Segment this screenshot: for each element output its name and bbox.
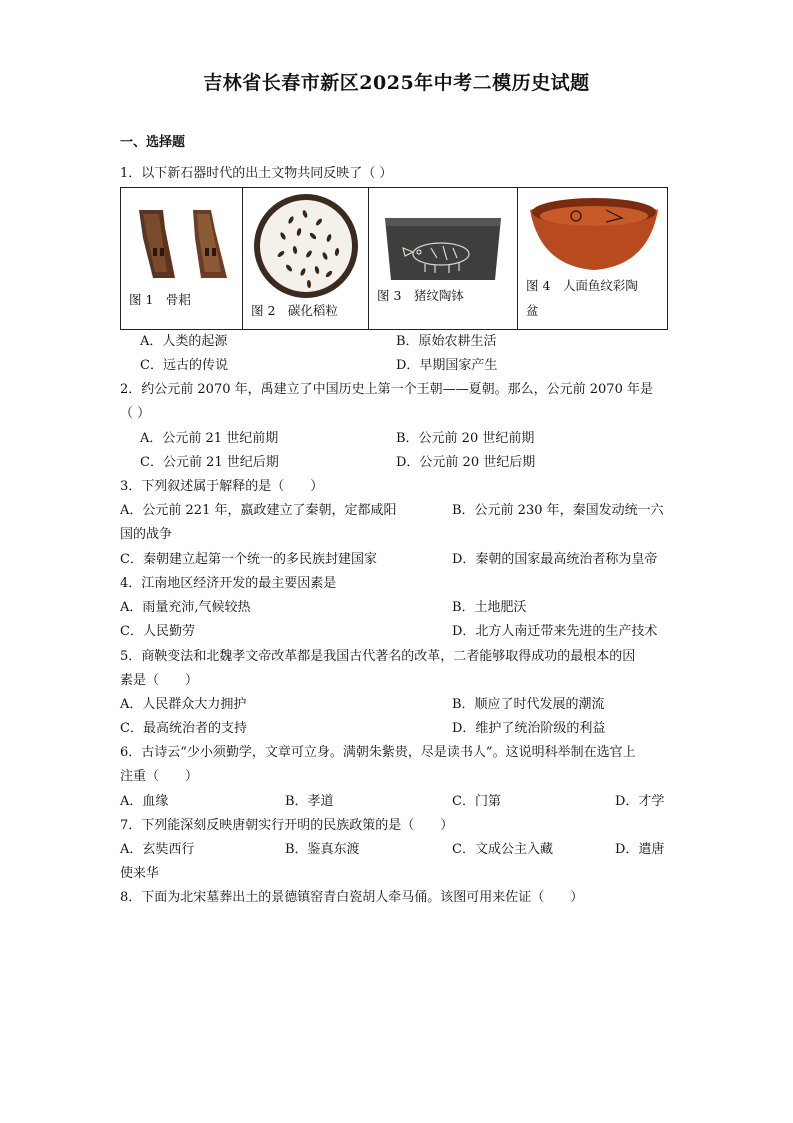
- q1-figure-table: [120, 187, 668, 330]
- q4-option-c[interactable]: C．人民勤劳: [120, 624, 195, 639]
- figure-3-caption: 图 3 猪纹陶钵: [377, 288, 464, 303]
- q1-stem: 1．以下新石器时代的出土文物共同反映了（ ）: [120, 166, 393, 181]
- q6-option-d[interactable]: D．才学: [615, 794, 665, 809]
- figure-4-cell: [518, 188, 668, 330]
- q5-option-b[interactable]: B．顺应了时代发展的潮流: [452, 697, 605, 712]
- q5-option-d[interactable]: D．维护了统治阶级的利益: [452, 721, 606, 736]
- figure-4-caption-line2: 盆: [526, 303, 539, 318]
- q2-stem-line2: （ ）: [120, 406, 151, 421]
- q5-stem-line1: 5．商鞅变法和北魏孝文帝改革都是我国古代著名的改革，二者能够取得成功的最根本的因: [120, 649, 636, 664]
- q3-stem: 3．下列叙述属于解释的是（ ）: [120, 479, 324, 494]
- figure-1-cell: [121, 188, 243, 330]
- q7-option-d-wrap: 使来华: [120, 866, 160, 881]
- q5-option-a[interactable]: A．人民群众大力拥护: [120, 697, 247, 712]
- painted-pottery-basin-image: [526, 194, 662, 272]
- q7-option-a[interactable]: A．玄奘西行: [120, 842, 195, 857]
- q7-option-c[interactable]: C．文成公主入藏: [452, 842, 553, 857]
- section-heading: 一、选择题: [120, 135, 186, 150]
- q5-stem-line2: 素是（ ）: [120, 673, 199, 688]
- carbonized-rice-image: [253, 192, 359, 300]
- q2-option-b[interactable]: B．公元前 20 世纪前期: [396, 431, 535, 446]
- q4-option-d[interactable]: D．北方人南迁带来先进的生产技术: [452, 624, 658, 639]
- q1-option-c[interactable]: C．远古的传说: [140, 358, 228, 373]
- q3-option-c[interactable]: C．秦朝建立起第一个统一的多民族封建国家: [120, 552, 377, 567]
- q6-option-a[interactable]: A．血缘: [120, 794, 169, 809]
- q3-option-a[interactable]: A．公元前 221 年，嬴政建立了秦朝，定都咸阳: [120, 503, 397, 518]
- figure-2-caption: 图 2 碳化稻粒: [251, 303, 338, 318]
- q4-option-b[interactable]: B．土地肥沃: [452, 600, 527, 615]
- q6-option-b[interactable]: B．孝道: [285, 794, 334, 809]
- q2-option-c[interactable]: C．公元前 21 世纪后期: [140, 455, 279, 470]
- figure-3-cell: [369, 188, 518, 330]
- figure-1-caption: 图 1 骨耜: [129, 292, 191, 307]
- q2-stem-line1: 2．约公元前 2070 年，禹建立了中国历史上第一个王朝——夏朝。那么，公元前 2070 年是: [120, 382, 653, 397]
- q6-stem-line1: 6．古诗云“少小须勤学，文章可立身。满朝朱紫贵，尽是读书人”。这说明科举制在选官上: [120, 745, 636, 760]
- q1-option-d[interactable]: D．早期国家产生: [396, 358, 498, 373]
- q6-option-c[interactable]: C．门第: [452, 794, 501, 809]
- q7-stem: 7．下列能深刻反映唐朝实行开明的民族政策的是（ ）: [120, 818, 454, 833]
- q1-option-a[interactable]: A．人类的起源: [140, 334, 228, 349]
- page-title: 吉林省长春市新区2025年中考二模历史试题: [203, 72, 590, 94]
- pig-pattern-pottery-image: [381, 212, 505, 284]
- q5-option-c[interactable]: C．最高统治者的支持: [120, 721, 247, 736]
- figure-2-cell: [243, 188, 369, 330]
- q4-option-a[interactable]: A．雨量充沛,气候较热: [120, 600, 251, 615]
- q6-stem-line2: 注重（ ）: [120, 769, 199, 784]
- bone-spade-image: [131, 208, 236, 284]
- figure-4-caption-line1: 图 4 人面鱼纹彩陶: [526, 278, 638, 293]
- q3-option-d[interactable]: D．秦朝的国家最高统治者称为皇帝: [452, 552, 658, 567]
- q7-option-b[interactable]: B．鉴真东渡: [285, 842, 360, 857]
- q2-option-d[interactable]: D．公元前 20 世纪后期: [396, 455, 536, 470]
- q8-stem: 8．下面为北宋墓葬出土的景德镇窑青白瓷胡人牵马俑。该图可用来佐证（ ）: [120, 890, 584, 905]
- q3-option-b[interactable]: B．公元前 230 年，秦国发动统一六: [452, 503, 664, 518]
- q4-stem: 4．江南地区经济开发的最主要因素是: [120, 576, 337, 591]
- q2-option-a[interactable]: A．公元前 21 世纪前期: [140, 431, 279, 446]
- q3-option-b-wrap: 国的战争: [120, 527, 173, 542]
- q1-option-b[interactable]: B．原始农耕生活: [396, 334, 497, 349]
- q7-option-d[interactable]: D．遣唐: [615, 842, 665, 857]
